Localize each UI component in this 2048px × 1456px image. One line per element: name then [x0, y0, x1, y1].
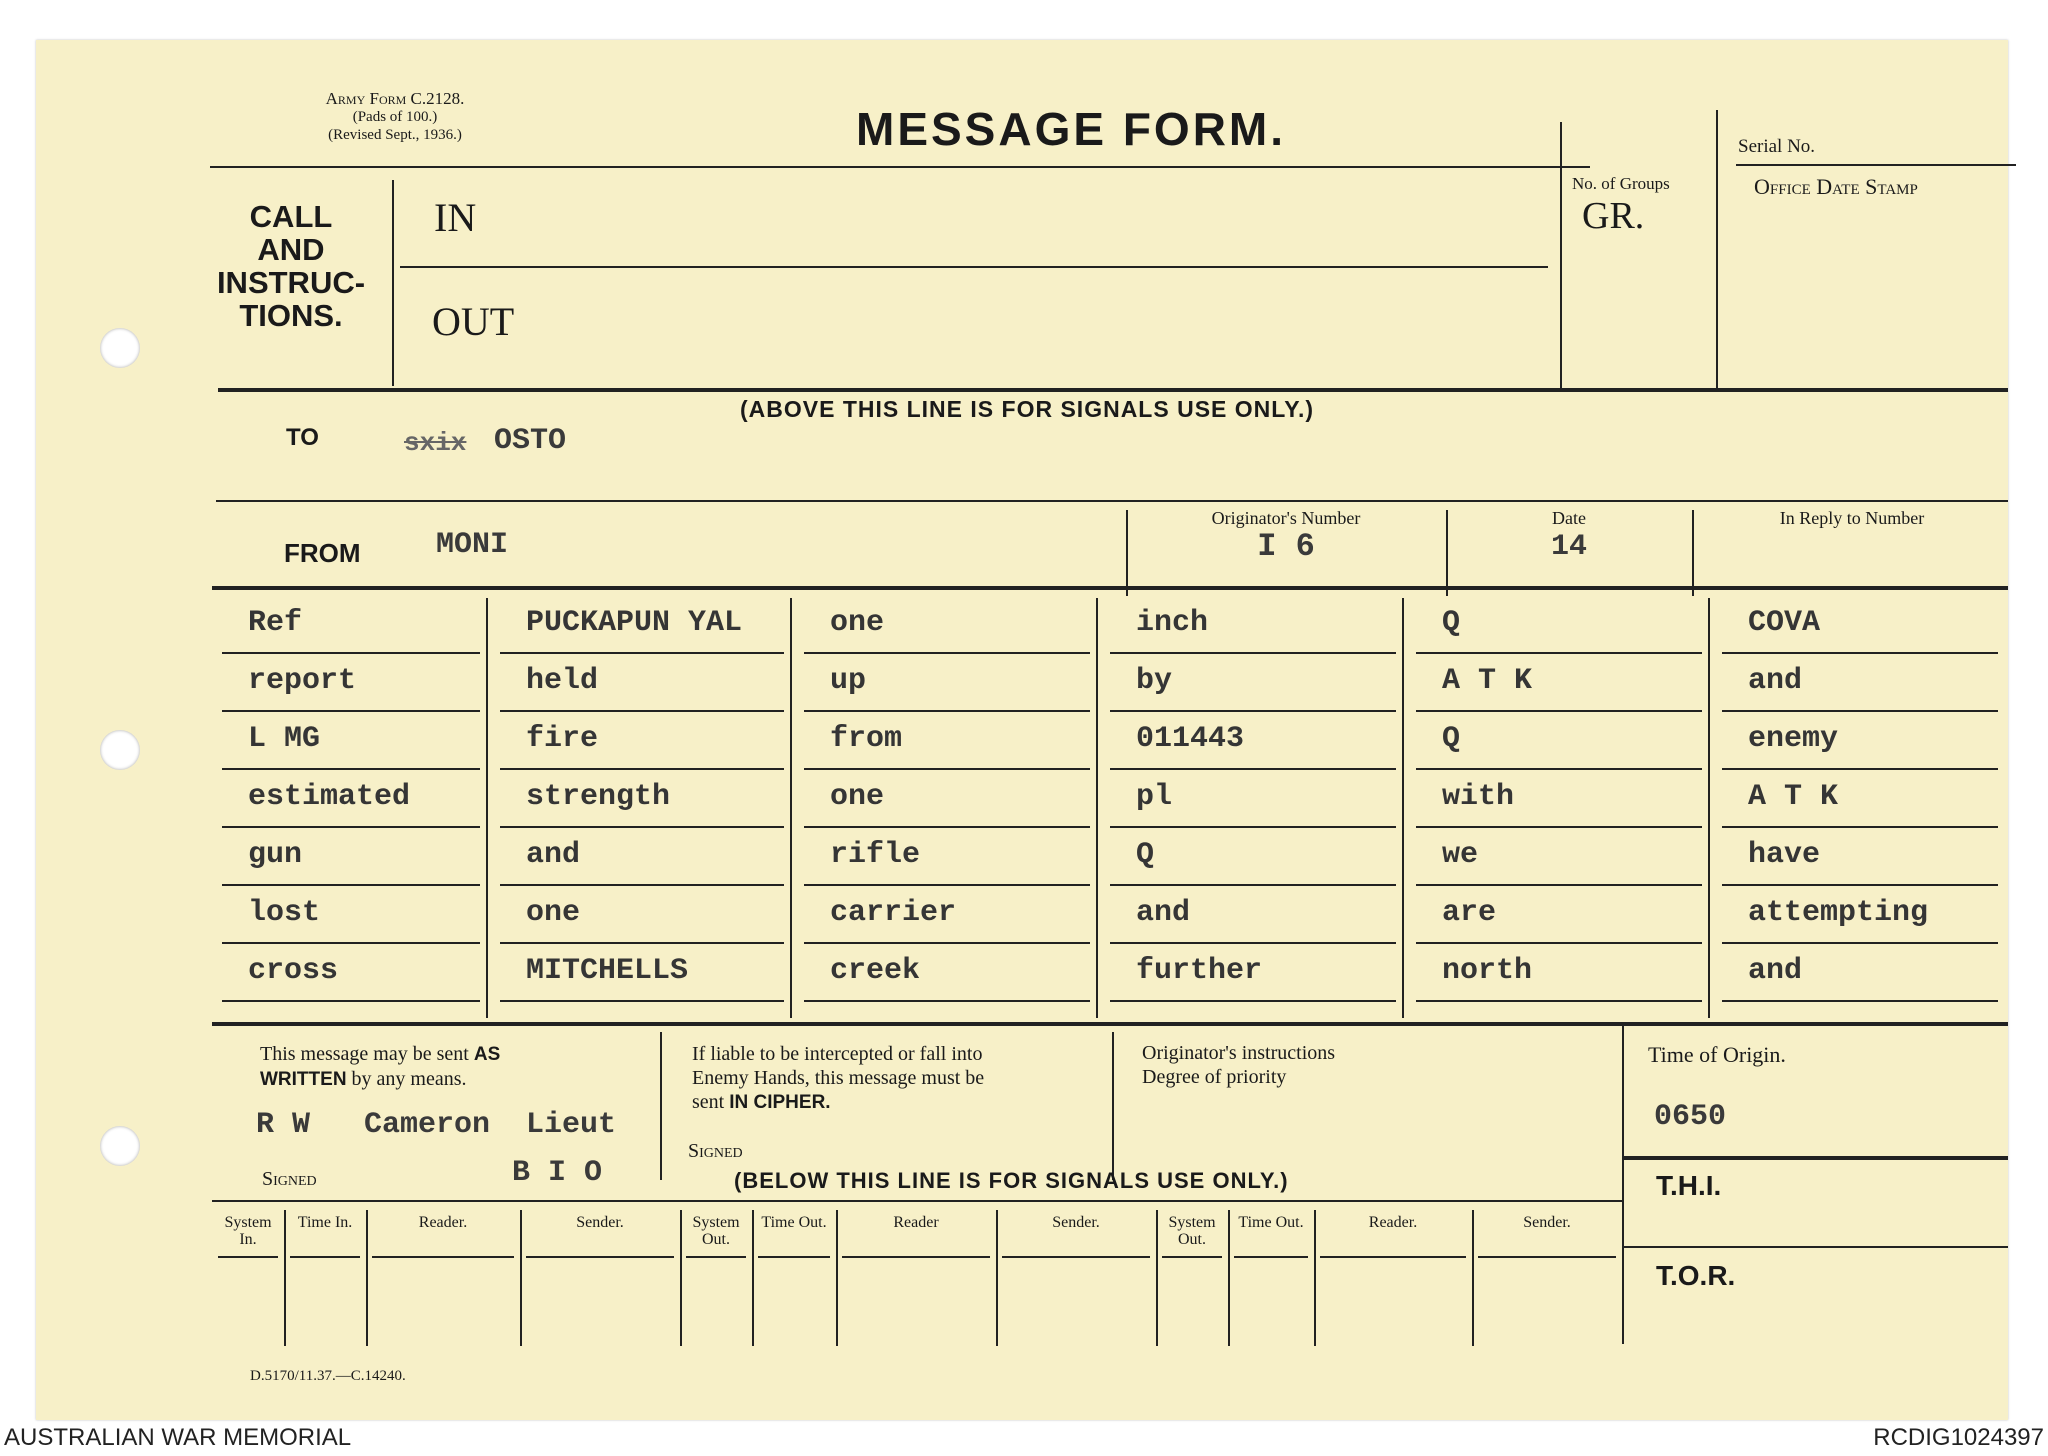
originators-number-value: I 6 [1257, 528, 1315, 565]
message-word: L MG [248, 722, 321, 756]
signals-column-rule [1228, 1210, 1230, 1346]
message-word: one [830, 606, 885, 640]
signals-column-rule [366, 1210, 368, 1346]
signals-column-underline [218, 1256, 278, 1258]
message-row-rule [1416, 884, 1702, 886]
message-row-rule [1722, 942, 1998, 944]
signals-column-label: Sender. [576, 1214, 624, 1231]
print-code: D.5170/11.37.—C.14240. [250, 1368, 406, 1384]
signals-column-label: Sender. [1052, 1214, 1100, 1231]
message-row-rule [804, 826, 1090, 828]
message-word: and [1748, 664, 1803, 698]
army-form-reference [290, 90, 500, 144]
may-be-sent-note [260, 1042, 640, 1092]
signals-column-rule [284, 1210, 286, 1346]
signals-column-label: System Out. [692, 1214, 740, 1248]
time-of-origin-value: 0650 [1654, 1100, 1727, 1134]
message-column-rule [486, 598, 488, 1018]
call-label-line: INSTRUC- [216, 265, 366, 300]
signals-column-underline [1478, 1256, 1616, 1258]
message-word: north [1442, 954, 1533, 988]
rule [1622, 1156, 2008, 1160]
office-date-stamp-label: Office Date Stamp [1754, 174, 1918, 199]
signals-column-underline [842, 1256, 990, 1258]
call-label-line: CALL [249, 199, 333, 234]
rule [1112, 1032, 1114, 1180]
signals-column-underline [1320, 1256, 1466, 1258]
thi-label: T.H.I. [1656, 1170, 1722, 1201]
cipher-line-3 [692, 1090, 1092, 1115]
message-word: attempting [1748, 896, 1929, 930]
message-form-paper [36, 40, 2008, 1420]
message-word: pl [1136, 780, 1173, 814]
message-row-rule [1416, 652, 1702, 654]
message-row-rule [222, 884, 480, 886]
message-word: and [1136, 896, 1191, 930]
signals-column-rule [1156, 1210, 1158, 1346]
footer-left: AUSTRALIAN WAR MEMORIAL [4, 1424, 352, 1451]
message-word: from [830, 722, 903, 756]
to-struck-text: sxix [404, 428, 467, 458]
call-label-line: TIONS. [239, 298, 343, 333]
out-label: OUT [432, 299, 515, 344]
signals-column-label: Time In. [297, 1214, 353, 1231]
message-word: PUCKAPUN YAL [526, 606, 743, 640]
cipher-line: If liable to be intercepted or fall into [692, 1043, 983, 1065]
message-row-rule [500, 1000, 784, 1002]
message-row-rule [222, 826, 480, 828]
army-form-pads: (Pads of 100.) [352, 109, 438, 125]
punch-hole [100, 730, 140, 770]
message-word: COVA [1748, 606, 1821, 640]
message-word: 011443 [1136, 722, 1245, 756]
signed-label: Signed [262, 1168, 317, 1190]
rule [660, 1032, 662, 1180]
above-line-note: (ABOVE THIS LINE IS FOR SIGNALS USE ONLY.) [740, 396, 1315, 422]
from-label: FROM [284, 538, 361, 568]
message-word: one [830, 780, 885, 814]
message-word: by [1136, 664, 1173, 698]
groups-value: GR. [1582, 195, 1645, 237]
signals-column-rule [836, 1210, 838, 1346]
signals-column-label: Reader. [418, 1214, 468, 1231]
message-word: inch [1136, 606, 1209, 640]
rule [1716, 110, 1718, 388]
rule [1622, 1246, 2008, 1248]
rule [210, 166, 1590, 168]
signals-column-label: Time Out. [761, 1214, 827, 1231]
message-row-rule [1110, 652, 1396, 654]
signals-column-underline [1002, 1256, 1150, 1258]
message-word: enemy [1748, 722, 1839, 756]
rule [212, 1200, 1622, 1202]
signals-column-label: Time Out. [1238, 1214, 1304, 1231]
time-of-origin-label: Time of Origin. [1648, 1042, 1786, 1067]
in-cipher-label: IN CIPHER. [729, 1092, 831, 1113]
message-word: carrier [830, 896, 957, 930]
message-word: Q [1442, 606, 1461, 640]
may-be-sent-written: WRITTEN [260, 1069, 347, 1090]
message-row-rule [1722, 652, 1998, 654]
message-word: up [830, 664, 867, 698]
message-word: with [1442, 780, 1515, 814]
message-word: cross [248, 954, 339, 988]
message-row-rule [1110, 826, 1396, 828]
message-row-rule [1110, 942, 1396, 944]
form-title: MESSAGE FORM. [856, 103, 1287, 155]
message-word: Q [1136, 838, 1155, 872]
signals-column-rule [1314, 1210, 1316, 1346]
signals-column-underline [686, 1256, 746, 1258]
cipher-note [692, 1042, 1092, 1115]
message-row-rule [500, 826, 784, 828]
message-body-bottom-rule [212, 1022, 2008, 1026]
rule [1622, 1026, 1624, 1344]
message-column-rule [790, 598, 792, 1018]
message-row-rule [1416, 826, 1702, 828]
originators-instructions-label: Originator's instructions [1142, 1042, 1336, 1064]
message-row-rule [222, 942, 480, 944]
tor-label: T.O.R. [1656, 1260, 1736, 1291]
message-row-rule [1722, 884, 1998, 886]
rule [1692, 510, 1694, 596]
signals-column-underline [1234, 1256, 1308, 1258]
originators-number-label: Originator's Number [1211, 508, 1361, 528]
message-row-rule [1416, 942, 1702, 944]
message-row-rule [500, 942, 784, 944]
from-value: MONI [436, 528, 509, 562]
message-row-rule [500, 710, 784, 712]
may-be-sent-as: AS [473, 1044, 501, 1065]
rule [1446, 510, 1448, 596]
message-word: fire [526, 722, 599, 756]
message-column-rule [1708, 598, 1710, 1018]
rule [392, 180, 394, 386]
date-value: 14 [1550, 530, 1587, 564]
date-label: Date [1552, 508, 1586, 528]
signals-column-rule [680, 1210, 682, 1346]
message-word: lost [248, 896, 321, 930]
signed-label-2: Signed [688, 1140, 743, 1162]
signals-column-rule [996, 1210, 998, 1346]
message-word: held [526, 664, 599, 698]
signer-unit: B I O [512, 1156, 603, 1190]
call-label-line: AND [257, 232, 325, 267]
message-row-rule [1110, 884, 1396, 886]
message-row-rule [804, 652, 1090, 654]
message-row-rule [804, 942, 1090, 944]
message-row-rule [500, 652, 784, 654]
signals-column-label: System Out. [1168, 1214, 1216, 1248]
message-row-rule [1722, 1000, 1998, 1002]
may-be-sent-means: by any means. [351, 1068, 467, 1090]
rule [1560, 122, 1562, 388]
rule [1736, 164, 2016, 166]
message-row-rule [1416, 710, 1702, 712]
message-row-rule [1416, 1000, 1702, 1002]
message-word: estimated [248, 780, 411, 814]
message-word: Q [1442, 722, 1461, 756]
message-word: and [526, 838, 581, 872]
message-row-rule [1722, 768, 1998, 770]
to-value: OSTO [494, 424, 567, 458]
message-word: further [1136, 954, 1263, 988]
message-row-rule [222, 710, 480, 712]
message-row-rule [804, 768, 1090, 770]
may-be-sent-text: This message may be sent [260, 1043, 469, 1065]
message-column-rule [1402, 598, 1404, 1018]
message-column-rule [1096, 598, 1098, 1018]
signals-column-label: Reader. [1368, 1214, 1418, 1231]
signals-column-rule [1472, 1210, 1474, 1346]
call-and-instructions-label [206, 200, 376, 332]
message-word: one [526, 896, 581, 930]
signals-column-rule [520, 1210, 522, 1346]
message-body-top-rule [212, 586, 2008, 590]
message-row-rule [500, 884, 784, 886]
message-row-rule [804, 884, 1090, 886]
message-word: A T K [1442, 664, 1533, 698]
rule [216, 500, 2008, 502]
message-row-rule [500, 768, 784, 770]
message-word: strength [526, 780, 671, 814]
no-of-groups-label: No. of Groups [1572, 174, 1670, 193]
message-word: report [248, 664, 357, 698]
message-row-rule [804, 1000, 1090, 1002]
message-row-rule [1110, 768, 1396, 770]
message-row-rule [1722, 710, 1998, 712]
below-line-note: (BELOW THIS LINE IS FOR SIGNALS USE ONLY.) [734, 1168, 1289, 1193]
army-form-number: Army Form C.2128. [325, 89, 465, 108]
message-row-rule [804, 710, 1090, 712]
message-word: we [1442, 838, 1479, 872]
in-label: IN [434, 195, 477, 240]
message-row-rule [222, 768, 480, 770]
to-label: TO [286, 424, 319, 451]
signals-column-label: System In. [224, 1214, 272, 1248]
message-word: have [1748, 838, 1821, 872]
cipher-line: Enemy Hands, this message must be [692, 1067, 985, 1089]
message-row-rule [1416, 768, 1702, 770]
message-row-rule [222, 652, 480, 654]
signals-column-label: Reader [893, 1214, 939, 1231]
message-word: Ref [248, 606, 303, 640]
rule [1126, 510, 1128, 596]
degree-of-priority-label: Degree of priority [1142, 1066, 1287, 1088]
footer-right: RCDIG1024397 [1873, 1424, 2044, 1451]
signals-column-underline [372, 1256, 514, 1258]
message-word: gun [248, 838, 303, 872]
signals-divider [218, 388, 2008, 392]
signals-column-underline [1162, 1256, 1222, 1258]
message-row-rule [1110, 710, 1396, 712]
in-reply-to-number-label: In Reply to Number [1779, 508, 1925, 528]
signals-column-rule [752, 1210, 754, 1346]
signals-column-label: Sender. [1523, 1214, 1571, 1231]
signals-column-underline [526, 1256, 674, 1258]
message-word: and [1748, 954, 1803, 988]
message-row-rule [222, 1000, 480, 1002]
message-row-rule [1110, 1000, 1396, 1002]
message-word: MITCHELLS [526, 954, 689, 988]
message-row-rule [1722, 826, 1998, 828]
message-word: creek [830, 954, 921, 988]
signals-column-underline [290, 1256, 360, 1258]
message-word: A T K [1748, 780, 1839, 814]
punch-hole [100, 328, 140, 368]
message-word: rifle [830, 838, 921, 872]
signer-name: R W Cameron Lieut [256, 1108, 617, 1142]
message-word: are [1442, 896, 1497, 930]
cipher-sent: sent [692, 1091, 725, 1113]
army-form-revision: (Revised Sept., 1936.) [328, 127, 462, 143]
serial-no-label: Serial No. [1738, 136, 1816, 157]
punch-hole [100, 1126, 140, 1166]
rule [400, 266, 1548, 268]
signals-column-underline [758, 1256, 830, 1258]
